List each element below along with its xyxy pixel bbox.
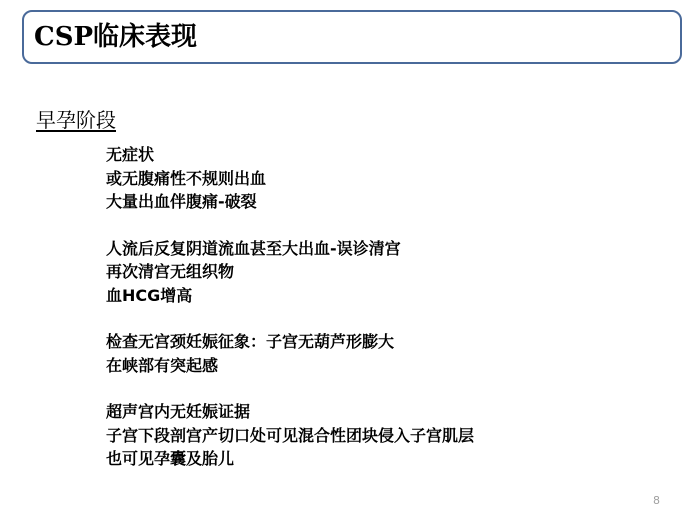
content-line: 大量出血伴腹痛-破裂 [106,192,257,211]
section-heading: 早孕阶段 [36,108,116,132]
content-line: 无症状 [106,145,155,164]
blank-line [106,214,676,237]
content-block [106,143,676,471]
blank-line [106,307,676,330]
content-line: 血HCG增高 [106,285,193,305]
title-box [22,10,682,64]
content-line: 人流后反复阴道流血甚至大出血-误诊清宫 [106,238,401,258]
content-line: 在峡部有突起感 [106,355,219,375]
content-line: 检查无宫颈妊娠征象：子宫无葫芦形膨大 [106,332,395,351]
content-line: 也可见孕囊及胎儿 [106,449,235,468]
slide-title: CSP临床表现 [34,22,198,52]
content-line: 子宫下段剖宫产切口处可见混合性团块侵入子宫肌层 [106,425,475,445]
page-number: 8 [653,494,660,507]
content-line: 再次清宫无组织物 [106,262,235,281]
content-line: 或无腹痛性不规则出血 [106,168,267,188]
content-line: 超声宫内无妊娠证据 [106,402,251,421]
blank-line [106,377,676,400]
